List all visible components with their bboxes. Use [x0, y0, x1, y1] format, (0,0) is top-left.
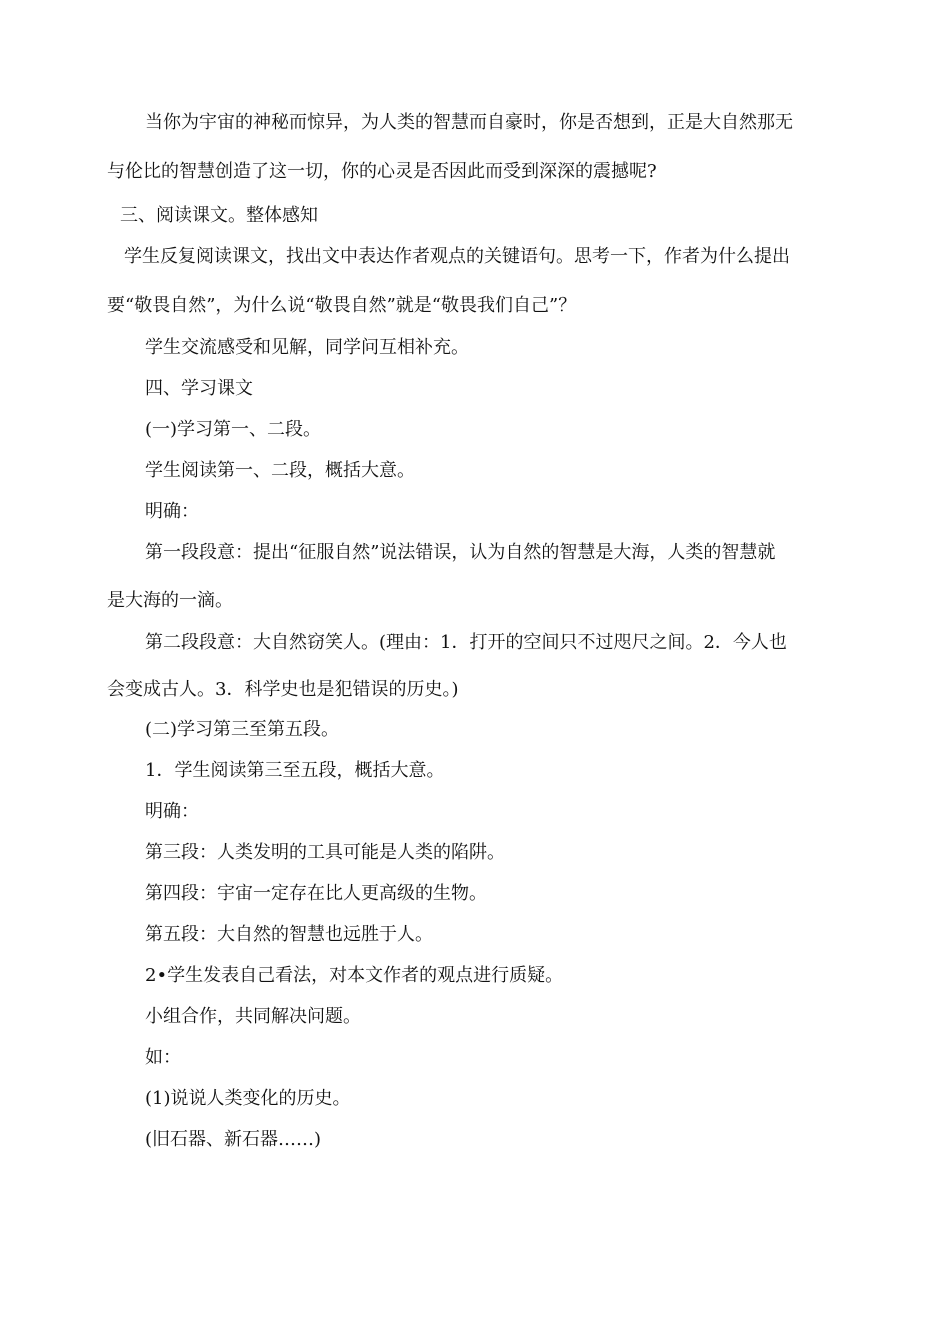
paragraph-reading-line-1: 学生反复阅读课文，找出文中表达作者观点的关键语句。思考一下，作者为什么提出 [124, 246, 790, 267]
paragraph-reading-line-2: 要“敬畏自然”，为什么说“敬畏自然”就是“敬畏我们自己”？ [107, 295, 577, 316]
section-heading-three: 三、阅读课文。整体感知 [120, 205, 318, 226]
paragraph-third-meaning: 第三段：人类发明的工具可能是人类的陷阱。 [145, 842, 505, 863]
paragraph-history-answer: (旧石器、新石器……) [145, 1129, 322, 1150]
paragraph-second-meaning-line-2: 会变成古人。3．科学史也是犯错误的历史。) [107, 679, 459, 700]
paragraph-read-three-five: 1．学生阅读第三至五段，概括大意。 [145, 760, 445, 781]
subsection-heading-one: (一)学习第一、二段。 [145, 419, 322, 440]
paragraph-example-label: 如： [145, 1047, 181, 1068]
paragraph-group-work: 小组合作，共同解决问题。 [145, 1006, 361, 1027]
paragraph-intro-line-1: 当你为宇宙的神秘而惊异，为人类的智慧而自豪时，你是否想到，正是大自然那无 [145, 112, 793, 133]
paragraph-history-question: (1)说说人类变化的历史。 [145, 1088, 351, 1109]
section-heading-four: 四、学习课文 [145, 378, 253, 399]
paragraph-opinion: 2•学生发表自己看法，对本文作者的观点进行质疑。 [145, 965, 564, 986]
clarify-label-2: 明确： [145, 801, 199, 822]
subsection-heading-two: (二)学习第三至第五段。 [145, 719, 340, 740]
paragraph-read-first-two: 学生阅读第一、二段，概括大意。 [145, 460, 415, 481]
paragraph-first-meaning-line-1: 第一段段意：提出“征服自然”说法错误，认为自然的智慧是大海，人类的智慧就 [145, 542, 776, 563]
paragraph-exchange: 学生交流感受和见解，同学问互相补充。 [145, 337, 469, 358]
clarify-label-1: 明确： [145, 501, 199, 522]
paragraph-fourth-meaning: 第四段：宇宙一定存在比人更高级的生物。 [145, 883, 487, 904]
paragraph-intro-line-2: 与伦比的智慧创造了这一切，你的心灵是否因此而受到深深的震撼呢? [107, 161, 657, 182]
paragraph-fifth-meaning: 第五段：大自然的智慧也远胜于人。 [145, 924, 433, 945]
paragraph-first-meaning-line-2: 是大海的一滴。 [107, 590, 233, 611]
paragraph-second-meaning-line-1: 第二段段意：大自然窃笑人。(理由：1．打开的空间只不过咫尺之间。2．今人也 [145, 632, 787, 653]
